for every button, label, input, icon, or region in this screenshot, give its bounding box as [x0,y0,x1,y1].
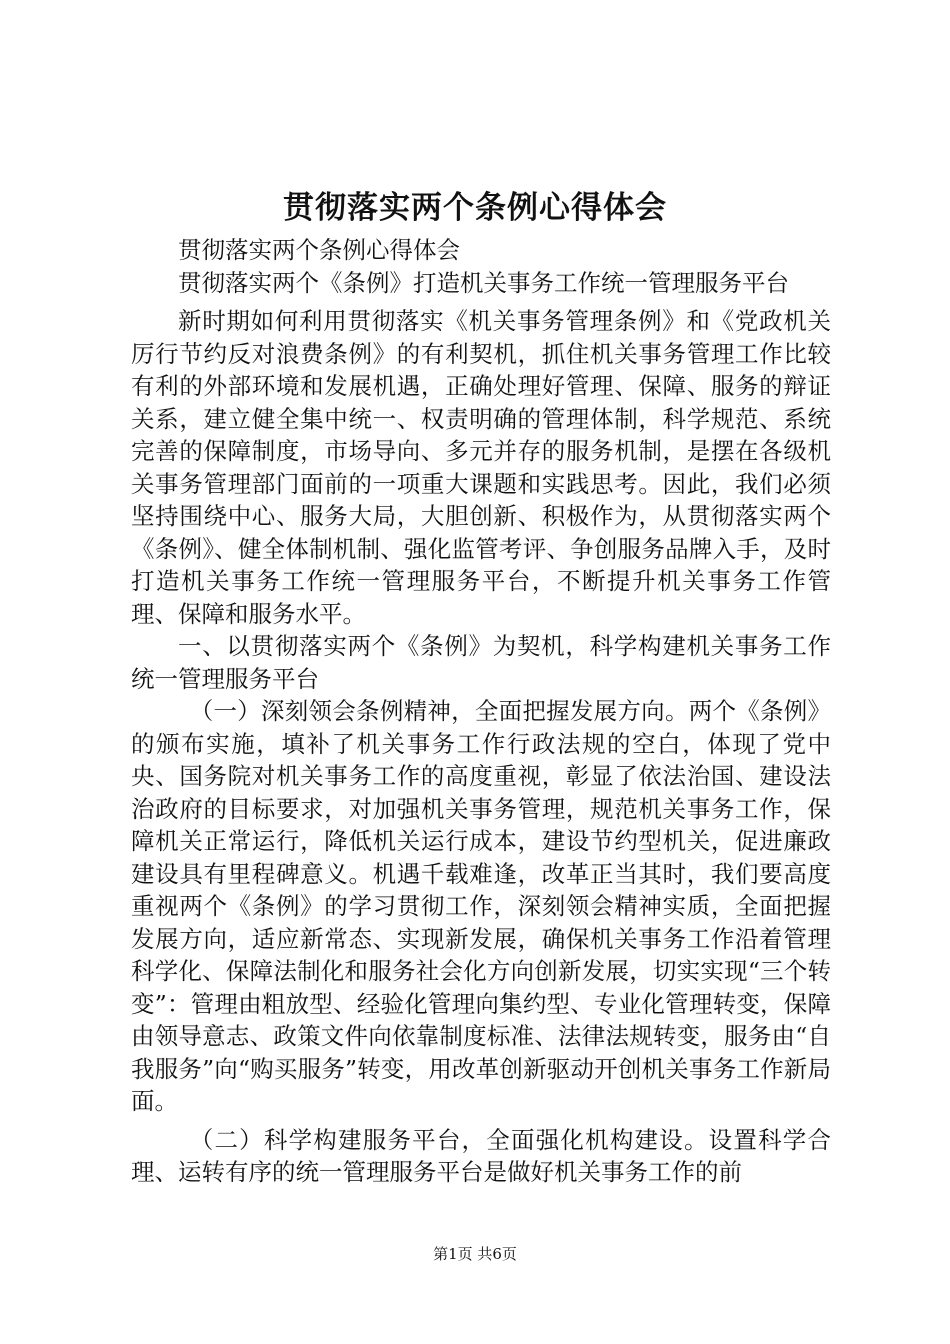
paragraph-section-one-heading: 一、以贯彻落实两个《条例》为契机，科学构建机关事务工作统一管理服务平台 [131,632,831,693]
paragraph-subtitle: 贯彻落实两个《条例》打造机关事务工作统一管理服务平台 [178,268,789,297]
paragraph-heading-repeat: 贯彻落实两个条例心得体会 [178,236,460,264]
page-number-footer: 第1页 共6页 [433,1245,517,1263]
paragraph-subsection-one: （一）深刻领会条例精神，全面把握发展方向。两个《条例》的颁布实施，填补了机关事务工作行政法规的空白，体现了党中央、国务院对机关事务工作的高度重视，彰显了依法治国、建设法治政府的目标要求，对加强机关事务管理，规范机关事务工作，保障机关正常运行，降低机关运行成本，建设节约型机关，促进廉政建设具有里程碑意义。机遇千载难逢，改革正当其时，我们要高度重视两个《条例》的学习贯彻工作，深刻领会精神实质，全面把握发展方向，适应新常态、实现新发展，确保机关事务工作沿着管理科学化、保障法制化和服务社会化方向创新发展，切实实现“三个转变”：管理由粗放型、经验化管理向集约型、专业化管理转变，保障由领导意志、政策文件向依靠制度标准、法律法规转变，服务由“自我服务”向“购买服务”转变，用改革创新驱动开创机关事务工作新局面。 [131,697,831,1115]
document-title: 贯彻落实两个条例心得体会 [283,190,667,226]
paragraph-intro: 新时期如何利用贯彻落实《机关事务管理条例》和《党政机关厉行节约反对浪费条例》的有利契机，抓住机关事务管理工作比较有利的外部环境和发展机遇，正确处理好管理、保障、服务的辩证关系，建立健全集中统一、权责明确的管理体制，科学规范、系统完善的保障制度，市场导向、多元并存的服务机制，是摆在各级机关事务管理部门面前的一项重大课题和实践思考。因此，我们必须坚持围绕中心、服务大局，大胆创新、积极作为，从贯彻落实两个《条例》、健全体制机制、强化监管考评、争创服务品牌入手，及时打造机关事务工作统一管理服务平台，不断提升机关事务工作管理、保障和服务水平。 [131,307,831,628]
document-body [131,234,831,1189]
paragraph-subsection-two: （二）科学构建服务平台，全面强化机构建设。设置科学合理、运转有序的统一管理服务平台是做好机关事务工作的前 [131,1125,831,1186]
